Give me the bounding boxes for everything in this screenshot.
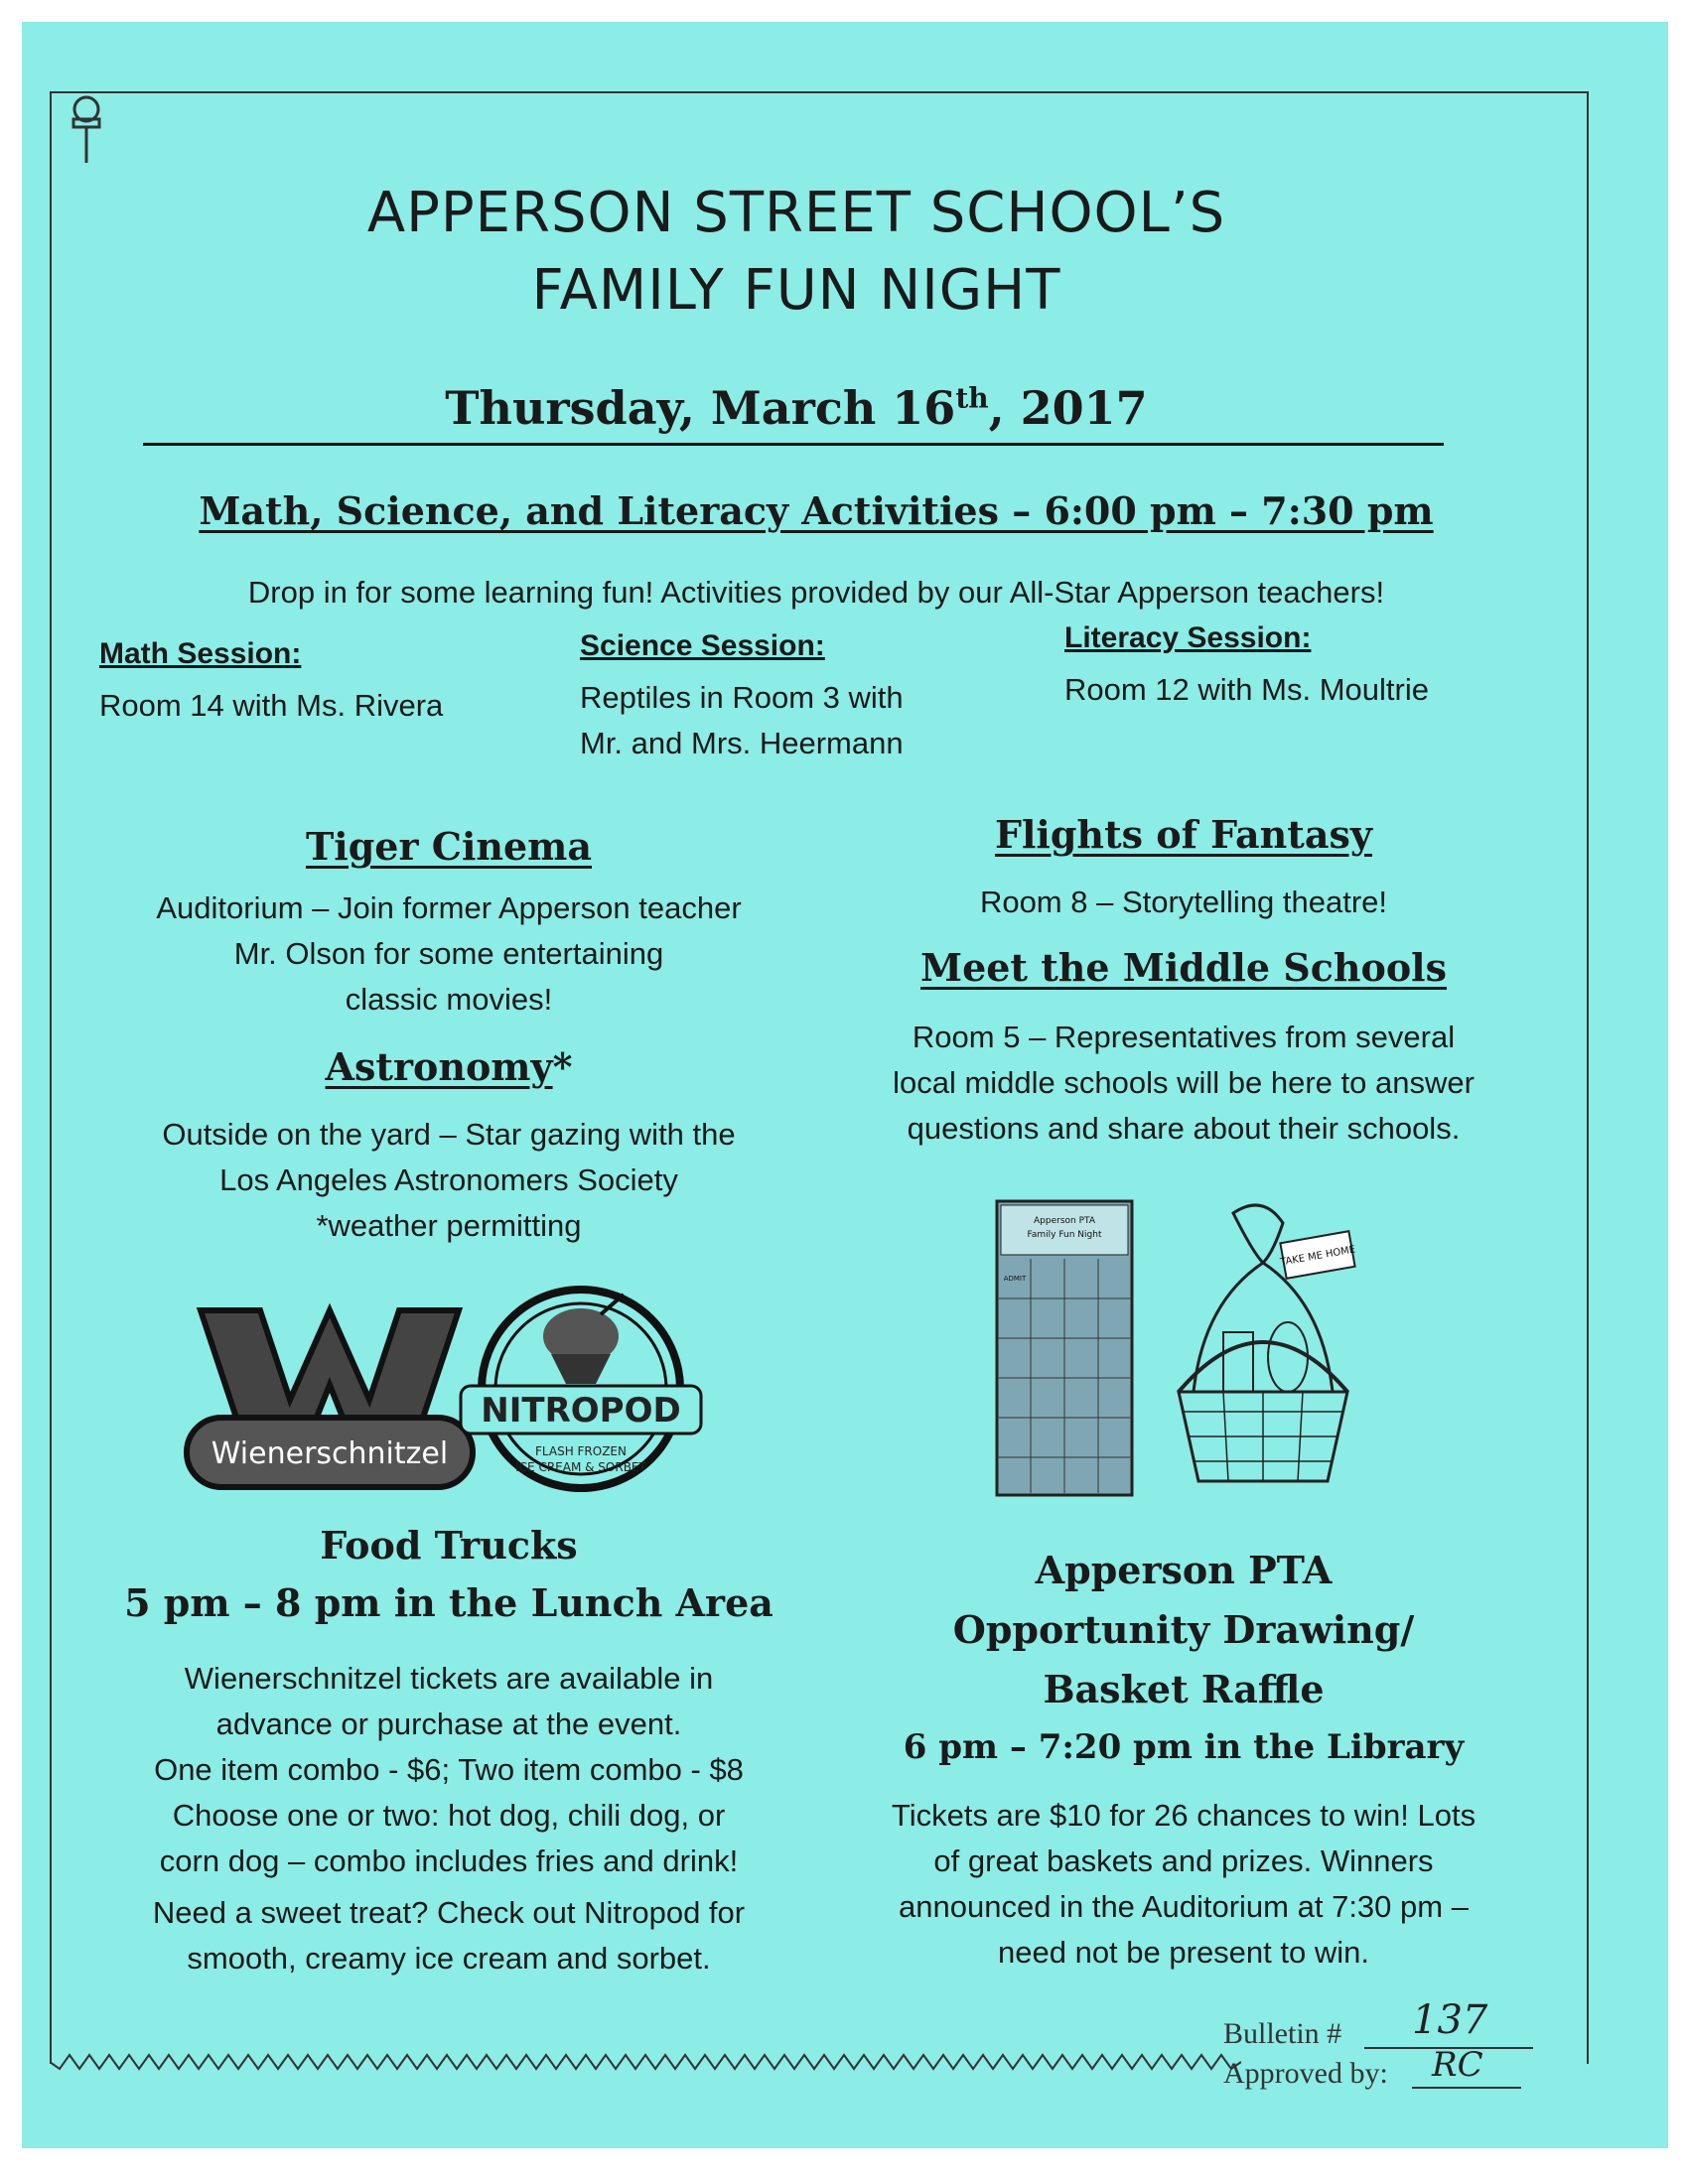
- math-session-title: Math Session:: [99, 637, 302, 670]
- science-session-title: Science Session:: [580, 629, 825, 662]
- food-trucks-line: advance or purchase at the event.: [215, 1706, 682, 1741]
- astronomy-line: Outside on the yard – Star gazing with the: [162, 1117, 736, 1152]
- flyer-page: [22, 22, 1668, 2148]
- astronomy-heading: [81, 1044, 816, 1089]
- wienerschnitzel-logo-text: Wienerschnitzel: [211, 1436, 449, 1471]
- raffle-ticket-image: [995, 1199, 1134, 1497]
- tiger-cinema-text: [81, 886, 816, 1023]
- basket-tag-text: TAKE ME HOME: [1279, 1244, 1356, 1269]
- astronomy-text: [81, 1112, 816, 1249]
- literacy-session-line1: Room 12 with Ms. Moultrie: [1064, 672, 1429, 707]
- astronomy-line: *weather permitting: [316, 1208, 582, 1243]
- literacy-session: [1064, 621, 1501, 713]
- raffle-title: [816, 1541, 1551, 1719]
- zigzag-edge: [50, 2047, 1241, 2077]
- food-trucks-line: Choose one or two: hot dog, chili dog, or: [172, 1798, 726, 1833]
- nitropod-logo: [457, 1275, 705, 1503]
- bulletin-label: Bulletin #: [1223, 2017, 1342, 2050]
- food-trucks-time: 5 pm – 8 pm in the Lunch Area: [124, 1580, 774, 1625]
- food-trucks-text: [81, 1656, 816, 1884]
- raffle-time: 6 pm – 7:20 pm in the Library: [903, 1727, 1465, 1767]
- raffle-text: [816, 1793, 1551, 1976]
- science-session: [580, 629, 1017, 766]
- tiger-cinema-title: Tiger Cinema: [305, 824, 593, 869]
- astronomy-line: Los Angeles Astronomers Society: [219, 1162, 678, 1197]
- date-sup: th: [955, 381, 989, 415]
- math-session-line1: Room 14 with Ms. Rivera: [99, 688, 444, 723]
- ticket-line1: Apperson PTA: [1034, 1216, 1095, 1226]
- tiger-cinema-line: Mr. Olson for some entertaining: [233, 936, 664, 971]
- title-rule: [143, 443, 1444, 446]
- science-session-line2: Mr. and Mrs. Heermann: [580, 726, 904, 760]
- astronomy-title: Astronomy: [325, 1044, 553, 1089]
- nitropod-logo-sub1: FLASH FROZEN: [535, 1444, 627, 1458]
- science-session-line1: Reptiles in Room 3 with: [580, 680, 904, 715]
- approved-line: [1412, 2087, 1521, 2089]
- food-trucks-line: corn dog – combo includes fries and drink!: [159, 1843, 739, 1878]
- activities-title: Math, Science, and Literacy Activities – 6:00 pm – 7:30 pm: [199, 488, 1434, 533]
- middle-schools-line: local middle schools will be here to answer: [893, 1065, 1475, 1100]
- nitropod-logo-text: NITROPOD: [481, 1391, 681, 1431]
- raffle-title-line: Basket Raffle: [1043, 1667, 1325, 1711]
- food-trucks-line: One item combo - $6; Two item combo - $8: [154, 1752, 744, 1787]
- middle-schools-line: Room 5 – Representatives from several: [912, 1020, 1456, 1054]
- pushpin-icon: [62, 91, 111, 171]
- food-trucks-title: Food Trucks: [320, 1523, 578, 1568]
- activities-intro: Drop in for some learning fun! Activities provided by our All-Star Apperson teachers!: [247, 575, 1385, 610]
- tiger-cinema-line: classic movies!: [345, 982, 553, 1017]
- flights-title: Flights of Fantasy: [995, 812, 1372, 857]
- raffle-line: announced in the Auditorium at 7:30 pm –: [899, 1889, 1469, 1924]
- raffle-title-line: Opportunity Drawing/: [952, 1607, 1415, 1652]
- ticket-line2: Family Fun Night: [1027, 1230, 1102, 1240]
- approved-initials: RC: [1432, 2045, 1483, 2085]
- ticket-stub-text: ADMIT: [1003, 1275, 1027, 1283]
- event-date: [201, 381, 1392, 435]
- approved-label: Approved by:: [1223, 2057, 1388, 2090]
- gift-basket-image: [1164, 1193, 1362, 1501]
- middle-schools-title: Meet the Middle Schools: [920, 945, 1447, 990]
- literacy-session-title: Literacy Session:: [1064, 621, 1312, 654]
- flights-text: Room 8 – Storytelling theatre!: [979, 885, 1388, 919]
- bulletin-number: 137: [1412, 1997, 1488, 2043]
- sweet-treat-text: [81, 1890, 816, 1981]
- astronomy-asterisk: *: [552, 1044, 573, 1089]
- math-session: [99, 637, 516, 729]
- middle-schools-line: questions and share about their schools.: [907, 1111, 1461, 1146]
- date-year: , 2017: [988, 381, 1148, 435]
- tiger-cinema-line: Auditorium – Join former Apperson teacher: [156, 890, 742, 925]
- sweet-treat-line: smooth, creamy ice cream and sorbet.: [187, 1941, 711, 1976]
- middle-schools-text: [816, 1015, 1551, 1152]
- raffle-title-line: Apperson PTA: [1035, 1548, 1333, 1592]
- raffle-line: of great baskets and prizes. Winners: [933, 1843, 1434, 1878]
- raffle-line: Tickets are $10 for 26 chances to win! Lots: [891, 1798, 1477, 1833]
- food-trucks-line: Wienerschnitzel tickets are available in: [184, 1661, 714, 1696]
- wienerschnitzel-logo: [181, 1291, 479, 1499]
- event-title: FAMILY FUN NIGHT: [531, 258, 1061, 323]
- nitropod-logo-sub2: ICE CREAM & SORBET: [515, 1460, 646, 1474]
- sweet-treat-line: Need a sweet treat? Check out Nitropod for: [152, 1895, 746, 1930]
- raffle-line: need not be present to win.: [998, 1935, 1369, 1970]
- school-title: APPERSON STREET SCHOOL’S: [366, 181, 1226, 245]
- date-main: Thursday, March 16: [445, 381, 956, 435]
